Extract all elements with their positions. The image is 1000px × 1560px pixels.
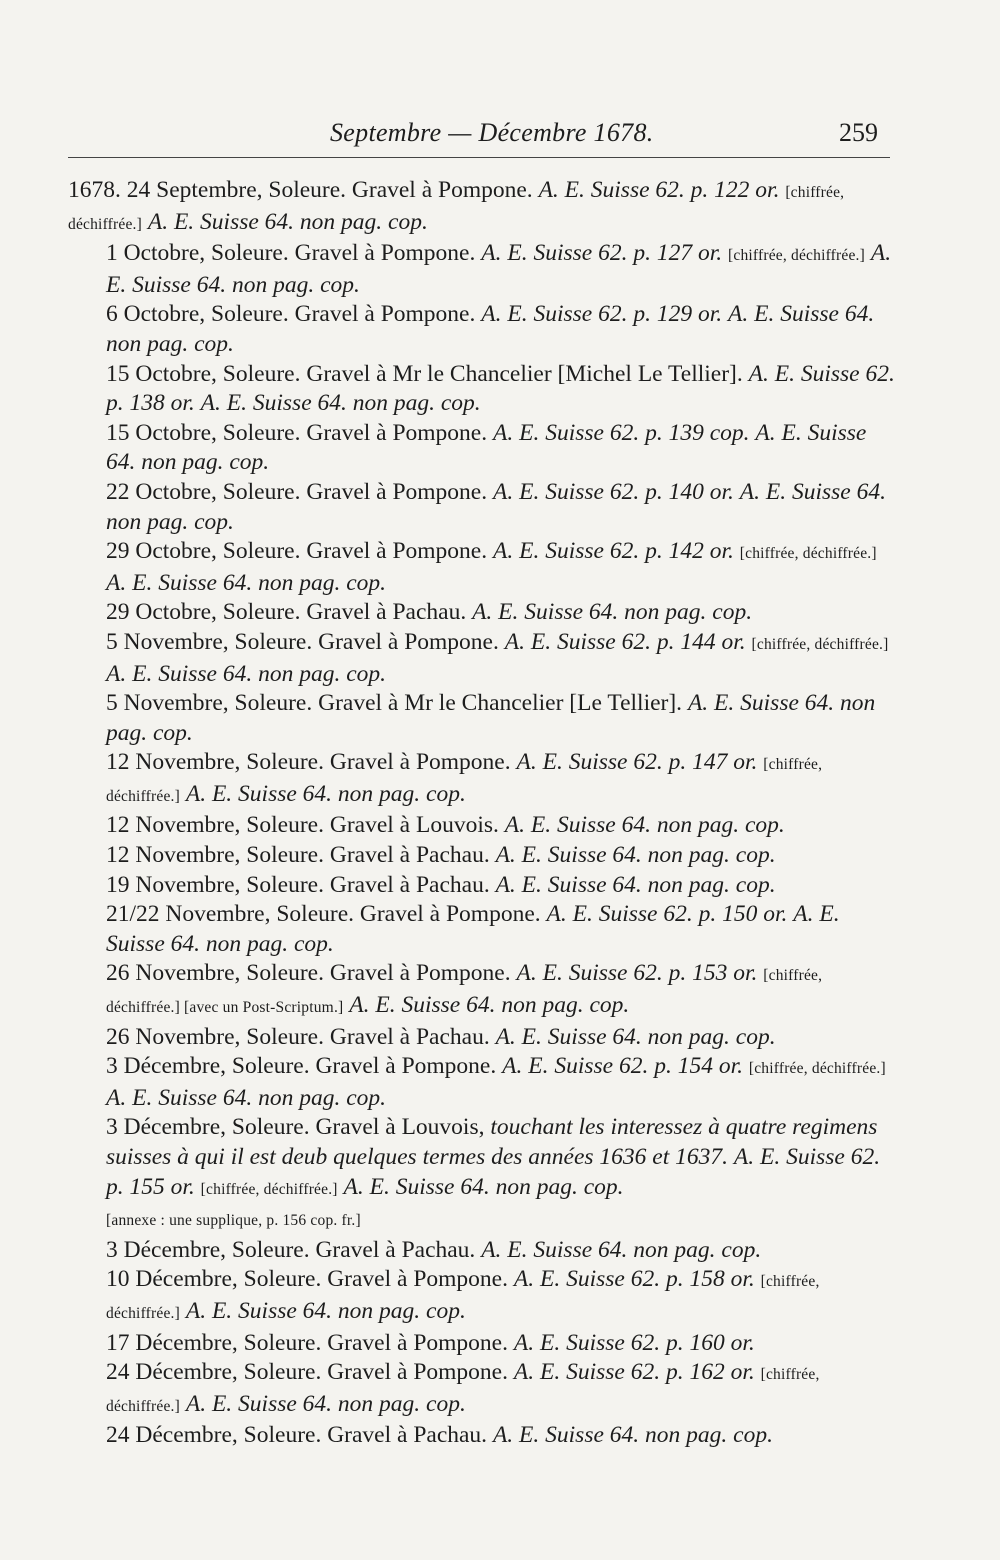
entry-year: 1678. — [68, 177, 121, 203]
entry-date: 29 Octobre, Soleure. Gravel à Pompone. — [106, 538, 488, 565]
entry-date: 3 Décembre, Soleure. Gravel à Louvois, — [106, 1114, 485, 1141]
entry-reference-copy: A. E. Suisse 64. non pag. cop. — [147, 208, 428, 235]
entry-date: 3 Décembre, Soleure. Gravel à Pachau. — [106, 1236, 476, 1263]
entry-item — [106, 811, 896, 841]
entry-item — [106, 841, 896, 871]
entry-reference-copy: A. E. Suisse 64. non pag. cop. — [504, 812, 785, 839]
entry-reference-copy: A. E. Suisse 64. non pag. cop. — [349, 992, 630, 1019]
entry-date: 1 Octobre, Soleure. Gravel à Pompone. — [106, 240, 476, 267]
running-header-title: Septembre — Décembre 1678. — [330, 118, 654, 147]
entry-reference: A. E. Suisse 62. p. 144 or. — [504, 628, 746, 655]
entry-date: 19 Novembre, Soleure. Gravel à Pachau. — [106, 871, 490, 898]
entry-item — [106, 419, 896, 478]
entry-reference: A. E. Suisse 62. p. 155 or. — [106, 1144, 881, 1200]
entry-reference-copy: A. E. Suisse 64. non pag. cop. — [343, 1173, 624, 1200]
entry-reference-copy: A. E. Suisse 64. non pag. cop. — [106, 478, 886, 535]
entry-reference-copy: A. E. Suisse 64. non pag. cop. — [200, 390, 481, 417]
entry-item — [106, 1358, 896, 1421]
entry-date: 22 Octobre, Soleure. Gravel à Pompone. — [106, 478, 488, 505]
entry-item — [106, 537, 896, 598]
entry-item — [106, 239, 896, 300]
entry-reference-copy: A. E. Suisse 64. non pag. cop. — [106, 1084, 387, 1111]
entry-reference-copy: A. E. Suisse 64. non pag. cop. — [481, 1236, 762, 1263]
entry-date: 21/22 Novembre, Soleure. Gravel à Pompone. — [106, 901, 541, 928]
entry-reference: A. E. Suisse 62. p. 147 or. — [516, 749, 758, 776]
entry-item — [106, 1113, 896, 1235]
entry-reference-copy: A. E. Suisse 64. non pag. cop. — [106, 901, 840, 957]
entry-date: 29 Octobre, Soleure. Gravel à Pachau. — [106, 599, 467, 626]
entry-note: [chiffrée, déchiffrée.] — [748, 1060, 886, 1078]
entry-list — [68, 176, 896, 1451]
entry-reference-copy: A. E. Suisse 64. non pag. cop. — [106, 301, 875, 357]
entry-note: [chiffrée, déchiffrée.] — [106, 1273, 820, 1322]
entry-reference-copy: A. E. Suisse 64. non pag. cop. — [185, 1297, 466, 1324]
entry-date: 15 Octobre, Soleure. Gravel à Mr le Chancelier [Michel Le Tellier]. — [106, 360, 743, 387]
entry-reference: A. E. Suisse 62. p. 154 or. — [502, 1053, 743, 1080]
entry-date: 12 Novembre, Soleure. Gravel à Pompone. — [106, 749, 511, 776]
entry-reference: A. E. Suisse 62. p. 158 or. — [513, 1266, 755, 1293]
entry-item — [106, 959, 896, 1022]
entry-date: 17 Décembre, Soleure. Gravel à Pompone. — [106, 1329, 508, 1356]
entry-date: 24 Décembre, Soleure. Gravel à Pompone. — [106, 1359, 508, 1386]
entry-reference-copy: A. E. Suisse 64. non pag. cop. — [106, 690, 876, 746]
entry-reference: A. E. Suisse 62. p. 150 or. — [546, 901, 788, 928]
entry-note: [chiffrée, déchiffrée.] — [739, 545, 877, 563]
entry-date: 6 Octobre, Soleure. Gravel à Pompone. — [106, 301, 476, 328]
entry-date: 12 Novembre, Soleure. Gravel à Pachau. — [106, 842, 490, 869]
entry-reference-copy: A. E. Suisse 64. non pag. cop. — [492, 1422, 773, 1449]
entry-note: [chiffrée, déchiffrée.] — [728, 247, 865, 265]
entry-reference-copy: A. E. Suisse 64. non pag. cop. — [495, 871, 776, 898]
entry-reference: A. E. Suisse 62. p. 139 cop. — [493, 419, 750, 446]
entry-reference: A. E. Suisse 62. p. 138 or. — [106, 360, 895, 417]
entry-item — [106, 689, 896, 748]
entry-reference-copy: A. E. Suisse 64. non pag. cop. — [106, 419, 867, 476]
entry-item — [106, 748, 896, 811]
entry-item — [106, 360, 896, 419]
entry-date: 26 Novembre, Soleure. Gravel à Pompone. — [106, 960, 511, 987]
entry-reference-copy: A. E. Suisse 64. non pag. cop. — [185, 780, 466, 807]
entry-reference: A. E. Suisse 62. p. 129 or. — [481, 301, 723, 328]
entry-reference: A. E. Suisse 62. p. 153 or. — [516, 960, 758, 987]
entry-note: [chiffrée, déchiffrée.] — [106, 1366, 820, 1415]
entry-reference: A. E. Suisse 62. p. 140 or. — [493, 478, 734, 505]
entry-reference-copy: A. E. Suisse 64. non pag. cop. — [185, 1390, 466, 1417]
entry-reference-copy: A. E. Suisse 64. non pag. cop. — [106, 240, 892, 298]
entry-item — [106, 1023, 896, 1053]
entry-reference-copy: A. E. Suisse 64. non pag. cop. — [106, 569, 387, 596]
entry-reference-copy: A. E. Suisse 64. non pag. cop. — [106, 660, 387, 687]
entry-subject: touchant les interessez à quatre regimens suisses à qui il est deub quelques termes des années 1636 et 1637. — [106, 1114, 878, 1170]
entry-item — [106, 1052, 896, 1113]
entry-date: 24 Septembre, Soleure. Gravel à Pompone. — [126, 177, 533, 203]
entry-date: 10 Décembre, Soleure. Gravel à Pompone. — [106, 1266, 508, 1293]
entry-reference: A. E. Suisse 62. p. 127 or. — [481, 240, 723, 267]
entry-item — [106, 1421, 896, 1451]
entry-item — [106, 1236, 896, 1266]
entry-reference: A. E. Suisse 62. p. 160 or. — [513, 1329, 755, 1356]
entry-item — [106, 598, 896, 628]
entry-item — [106, 628, 896, 689]
entry-reference-copy: A. E. Suisse 64. non pag. cop. — [495, 842, 776, 869]
entry-date: 5 Novembre, Soleure. Gravel à Mr le Chancelier [Le Tellier]. — [106, 690, 683, 717]
entry-annex-note: [annexe : une supplique, p. 156 cop. fr.] — [106, 1212, 361, 1230]
entry-reference: A. E. Suisse 62. p. 142 or. — [493, 538, 734, 565]
entry-item — [106, 300, 896, 359]
entry-date: 15 Octobre, Soleure. Gravel à Pompone. — [106, 419, 488, 446]
entry-item — [106, 871, 896, 901]
entry-reference-copy: A. E. Suisse 64. non pag. cop. — [472, 599, 753, 626]
entry-item — [106, 478, 896, 537]
entry-note: [chiffrée, déchiffrée.] [avec un Post-Scriptum.] — [106, 967, 823, 1017]
entry-note: [chiffrée, déchiffrée.] — [200, 1180, 338, 1198]
entry-item — [106, 1329, 896, 1359]
entry-item — [106, 900, 896, 959]
page-number: 259 — [839, 118, 878, 147]
entry-reference: A. E. Suisse 62. p. 162 or. — [513, 1359, 755, 1386]
entry-reference: A. E. Suisse 62. p. 122 or. — [538, 177, 780, 203]
entry-item — [106, 1265, 896, 1328]
entry-date: 12 Novembre, Soleure. Gravel à Louvois. — [106, 812, 499, 839]
entry-date: 3 Décembre, Soleure. Gravel à Pompone. — [106, 1053, 497, 1080]
entry-date: 26 Novembre, Soleure. Gravel à Pachau. — [106, 1023, 490, 1050]
entry-note: [chiffrée, déchiffrée.] — [106, 756, 823, 805]
entry-date: 5 Novembre, Soleure. Gravel à Pompone. — [106, 628, 499, 655]
header-rule — [68, 157, 890, 158]
entry-note: [chiffrée, déchiffrée.] — [68, 184, 845, 233]
entry-note: [chiffrée, déchiffrée.] — [751, 635, 889, 653]
entry-date: 24 Décembre, Soleure. Gravel à Pachau. — [106, 1422, 488, 1449]
entry-reference-copy: A. E. Suisse 64. non pag. cop. — [495, 1023, 776, 1050]
entry-item — [68, 176, 896, 239]
